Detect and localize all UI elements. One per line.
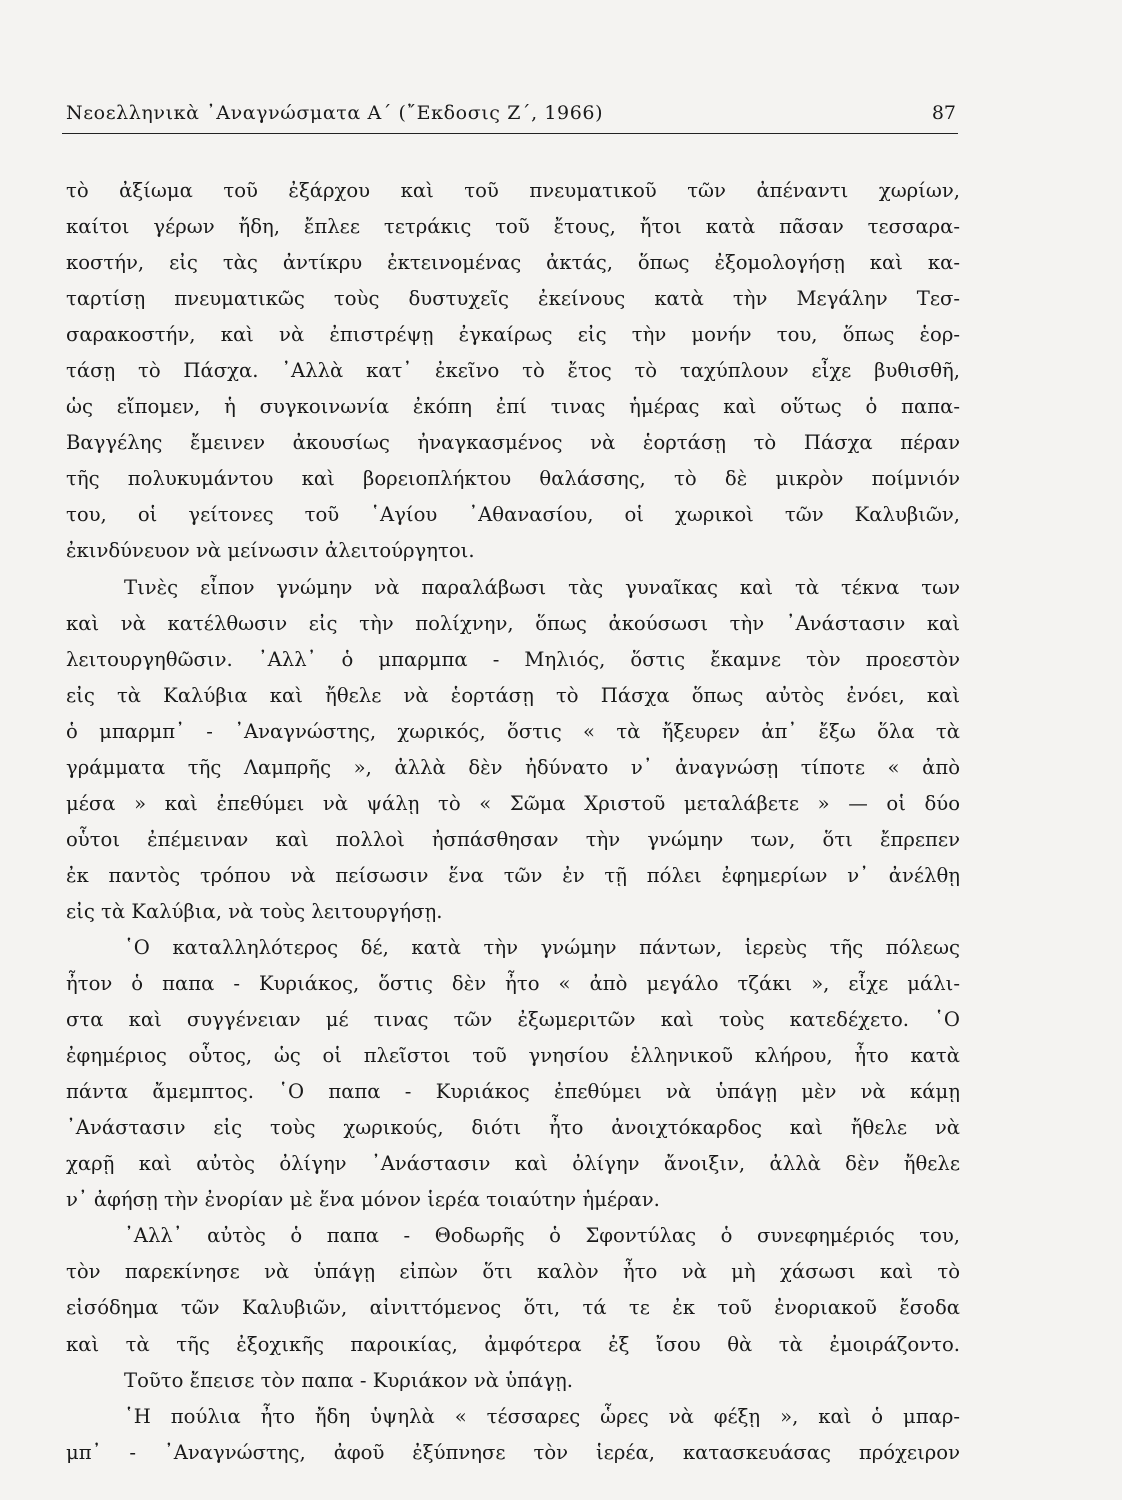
text-line: ἐφημέριος οὗτος, ὡς οἱ πλεῖστοι τοῦ γνησίου ἑλληνικοῦ κλήρου, ἦτο κατὰ bbox=[66, 1044, 960, 1068]
text-line: ἦτον ὁ παπα - Κυριάκος, ὅστις δὲν ἦτο « ἀπὸ μεγάλο τζάκι », εἶχε μάλι- bbox=[66, 972, 960, 996]
text-line: οὗτοι ἐπέμειναν καὶ πολλοὶ ἠσπάσθησαν τὴν γνώμην των, ὅτι ἔπρεπεν bbox=[66, 827, 960, 851]
text-line: ῾Ο καταλληλότερος δέ, κατὰ τὴν γνώμην πάντων, ἱερεὺς τῆς πόλεως bbox=[124, 935, 960, 959]
text-line: χαρῇ καὶ αὐτὸς ὀλίγην ᾿Ανάστασιν καὶ ὀλίγην ἄνοιξιν, ἀλλὰ δὲν ἤθελε bbox=[66, 1152, 960, 1176]
page-number: 87 bbox=[931, 102, 956, 124]
text-line: εἰσόδημα τῶν Καλυβιῶν, αἰνιττόμενος ὅτι, τά τε ἐκ τοῦ ἐνοριακοῦ ἔσοδα bbox=[66, 1296, 960, 1320]
text-line: μπ᾿ - ᾿Αναγνώστης, ἀφοῦ ἐξύπνησε τὸν ἱερέα, κατασκευάσας πρόχειρον bbox=[66, 1440, 960, 1464]
header-rule bbox=[62, 133, 958, 134]
text-line: ὁ μπαρμπ᾿ - ᾿Αναγνώστης, χωρικός, ὅστις « τὰ ἤξευρεν ἀπ᾿ ἔξω ὅλα τὰ bbox=[66, 719, 960, 743]
text-line: ν᾿ ἀφήσῃ τὴν ἐνορίαν μὲ ἕνα μόνον ἱερέα τοιαύτην ἡμέραν. bbox=[66, 1188, 660, 1212]
text-line: ταρτίσῃ πνευματικῶς τοὺς δυστυχεῖς ἐκείνους κατὰ τὴν Μεγάλην Τεσ- bbox=[66, 287, 960, 311]
text-line: τάσῃ τὸ Πάσχα. ᾿Αλλὰ κατ᾿ ἐκεῖνο τὸ ἔτος τὸ ταχύπλουν εἶχε βυθισθῆ, bbox=[66, 359, 960, 383]
text-line: γράμματα τῆς Λαμπρῆς », ἀλλὰ δὲν ἠδύνατο ν᾿ ἀναγνώσῃ τίποτε « ἀπὸ bbox=[66, 755, 960, 779]
text-line: καὶ τὰ τῆς ἐξοχικῆς παροικίας, ἀμφότερα ἐξ ἴσου θὰ τὰ ἐμοιράζοντο. bbox=[66, 1332, 960, 1356]
text-line: στα καὶ συγγένειαν μέ τινας τῶν ἐξωμεριτῶν καὶ τοὺς κατεδέχετο. ῾Ο bbox=[66, 1008, 960, 1032]
text-line: Τινὲς εἶπον γνώμην νὰ παραλάβωσι τὰς γυναῖκας καὶ τὰ τέκνα των bbox=[124, 575, 960, 599]
text-line: σαρακοστήν, καὶ νὰ ἐπιστρέψῃ ἐγκαίρως εἰς τὴν μονήν του, ὅπως ἑορ- bbox=[66, 323, 960, 347]
body-text bbox=[66, 173, 960, 1471]
header-title: Νεοελληνικὰ ᾿Αναγνώσματα Α΄ (῎Εκδοσις Ζ΄, 1966) bbox=[66, 102, 604, 124]
text-line: ἐκινδύνευον νὰ μείνωσιν ἀλειτούργητοι. bbox=[66, 539, 475, 563]
text-line: ῾Η πούλια ἦτο ἤδη ὑψηλὰ « τέσσαρες ὧρες νὰ φέξῃ », καὶ ὁ μπαρ- bbox=[124, 1404, 960, 1428]
text-line: κοστήν, εἰς τὰς ἀντίκρυ ἐκτεινομένας ἀκτάς, ὅπως ἐξομολογήσῃ καὶ κα- bbox=[66, 251, 960, 275]
text-line: τὸ ἀξίωμα τοῦ ἐξάρχου καὶ τοῦ πνευματικοῦ τῶν ἀπέναντι χωρίων, bbox=[66, 179, 960, 202]
text-line: καὶ νὰ κατέλθωσιν εἰς τὴν πολίχνην, ὅπως ἀκούσωσι τὴν ᾿Ανάστασιν καὶ bbox=[66, 611, 960, 635]
text-line: μέσα » καὶ ἐπεθύμει νὰ ψάλῃ τὸ « Σῶμα Χριστοῦ μεταλάβετε » — οἱ δύο bbox=[66, 791, 960, 815]
text-line: Βαγγέλης ἔμεινεν ἀκουσίως ἠναγκασμένος νὰ ἑορτάσῃ τὸ Πάσχα πέραν bbox=[66, 431, 960, 455]
text-line: ᾿Αλλ᾿ αὐτὸς ὁ παπα - Θοδωρῆς ὁ Σφοντύλας ὁ συνεφημέριός του, bbox=[124, 1224, 960, 1248]
running-header bbox=[66, 102, 956, 132]
text-line: πάντα ἄμεμπτος. ῾Ο παπα - Κυριάκος ἐπεθύμει νὰ ὑπάγῃ μὲν νὰ κάμῃ bbox=[66, 1080, 960, 1104]
text-line: του, οἱ γείτονες τοῦ ῾Αγίου ᾿Αθανασίου, οἱ χωρικοὶ τῶν Καλυβιῶν, bbox=[66, 503, 960, 527]
text-line: τῆς πολυκυμάντου καὶ βορειοπλήκτου θαλάσσης, τὸ δὲ μικρὸν ποίμνιόν bbox=[66, 467, 960, 491]
text-line: λειτουργηθῶσιν. ᾿Αλλ᾿ ὁ μπαρμπα - Μηλιός, ὅστις ἔκαμνε τὸν προεστὸν bbox=[66, 647, 960, 671]
text-line: ἐκ παντὸς τρόπου νὰ πείσωσιν ἕνα τῶν ἐν τῇ πόλει ἐφημερίων ν᾿ ἀνέλθῃ bbox=[66, 863, 960, 887]
text-line: εἰς τὰ Καλύβια, νὰ τοὺς λειτουργήσῃ. bbox=[66, 899, 443, 923]
text-line: ὡς εἴπομεν, ἡ συγκοινωνία ἐκόπη ἐπί τινας ἡμέρας καὶ οὕτως ὁ παπα- bbox=[66, 395, 960, 419]
text-line: Τοῦτο ἔπεισε τὸν παπα - Κυριάκον νὰ ὑπάγῃ. bbox=[124, 1368, 573, 1392]
text-line: εἰς τὰ Καλύβια καὶ ἤθελε νὰ ἑορτάσῃ τὸ Πάσχα ὅπως αὐτὸς ἐνόει, καὶ bbox=[66, 683, 960, 707]
text-line: ᾿Ανάστασιν εἰς τοὺς χωρικούς, διότι ἦτο ἀνοιχτόκαρδος καὶ ἤθελε νὰ bbox=[66, 1116, 960, 1140]
text-line: καίτοι γέρων ἤδη, ἔπλεε τετράκις τοῦ ἔτους, ἤτοι κατὰ πᾶσαν τεσσαρα- bbox=[66, 215, 960, 239]
text-line: τὸν παρεκίνησε νὰ ὑπάγῃ εἰπὼν ὅτι καλὸν ἦτο νὰ μὴ χάσωσι καὶ τὸ bbox=[66, 1260, 960, 1284]
